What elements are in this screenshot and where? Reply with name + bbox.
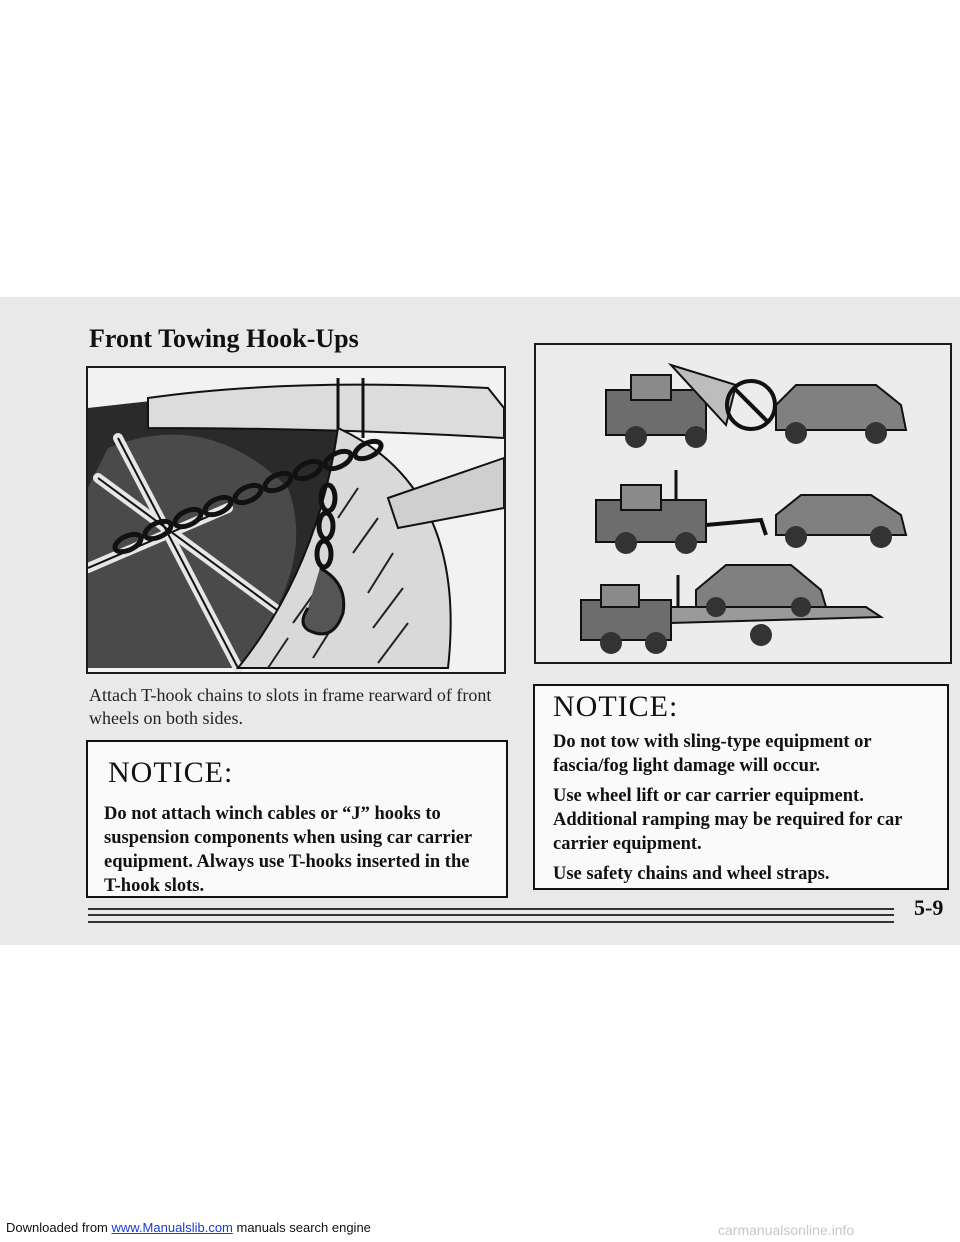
divider xyxy=(88,921,894,923)
towing-methods-illustration xyxy=(534,343,952,664)
notice-paragraph: Do not tow with sling-type equipment or fascia/fog light damage will occur. xyxy=(553,732,872,776)
notice-box-left xyxy=(86,740,508,898)
notice-paragraph: Use wheel lift or car carrier equipment. Additional ramping may be required for car carrier equipment. xyxy=(553,786,903,854)
page-number: 5-9 xyxy=(914,895,944,920)
notice-paragraph: Use safety chains and wheel straps. xyxy=(553,864,830,884)
divider xyxy=(88,908,894,910)
footer-suffix: manuals search engine xyxy=(232,1220,371,1235)
t-hook-chain-illustration xyxy=(86,366,506,674)
footer-prefix: Downloaded from xyxy=(6,1220,112,1235)
notice-text: Do not attach winch cables or “J” hooks to suspension components when using car carrier equipment. Always use T-hooks inserted in the T-hook slots. xyxy=(104,804,472,896)
caption: Attach T-hook chains to slots in frame rearward of front wheels on both sides. xyxy=(89,685,492,728)
watermark: carmanualsonline.info xyxy=(718,1222,855,1238)
notice-title: NOTICE: xyxy=(553,690,679,723)
section-title: Front Towing Hook-Ups xyxy=(89,324,359,353)
notice-box-right xyxy=(533,684,949,890)
manualslib-link[interactable]: www.Manualslib.com xyxy=(111,1220,233,1235)
notice-title: NOTICE: xyxy=(108,756,234,789)
divider xyxy=(88,914,894,916)
footer-text xyxy=(6,1220,371,1235)
